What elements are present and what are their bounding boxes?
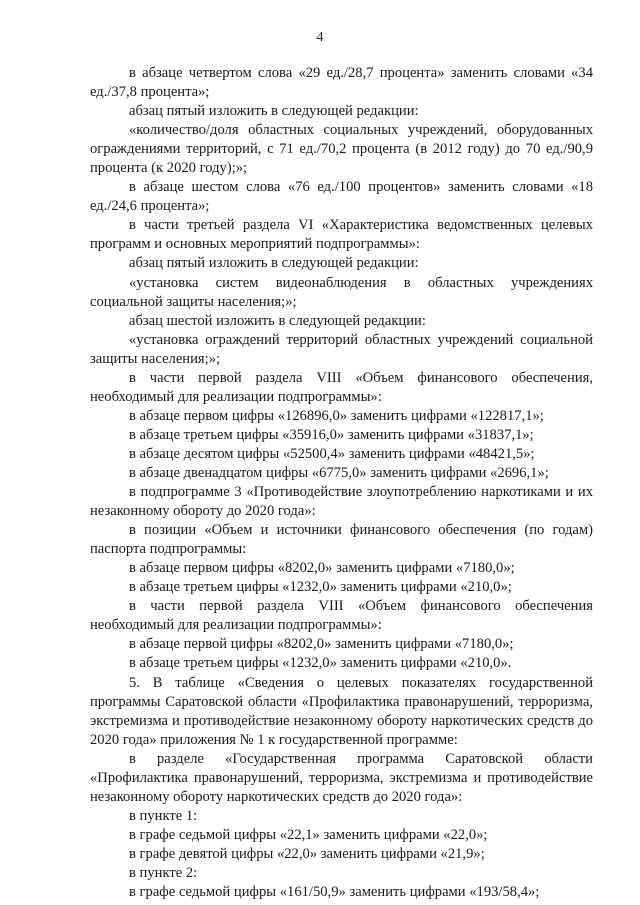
paragraph: в пункте 2: xyxy=(129,864,198,881)
paragraph: в абзаце первом цифры «126896,0» заменить цифрами «122817,1»; xyxy=(129,407,544,424)
paragraph: в части первой раздела VIII «Объем финансового обеспечения, необходимый для реализации подпрограммы»: xyxy=(90,369,593,405)
paragraph: абзац пятый изложить в следующей редакции: xyxy=(129,255,419,272)
paragraph: в пункте 1: xyxy=(129,807,198,824)
paragraph: в абзаце шестом слова «76 ед./100 процентов» заменить словами «18 ед./24,6 процента»; xyxy=(90,179,593,215)
paragraph: в позиции «Объем и источники финансового обеспечения (по годам) паспорта подпрограммы: xyxy=(90,522,593,558)
paragraph: в абзаце первой цифры «8202,0» заменить цифрами «7180,0»; xyxy=(129,636,514,653)
paragraph: абзац шестой изложить в следующей редакции: xyxy=(129,312,426,329)
paragraph: в абзаце третьем цифры «1232,0» заменить цифрами «210,0»; xyxy=(129,579,512,596)
paragraph: в графе девятой цифры «22,0» заменить цифрами «21,9»; xyxy=(129,845,485,862)
paragraph: в разделе «Государственная программа Саратовской области «Профилактика правонарушений, терроризма, экстремизма и противодействие незаконному обороту наркотических средств до 2020 года»: xyxy=(90,750,593,805)
page-number: 4 xyxy=(316,30,324,45)
paragraph: «установка систем видеонаблюдения в областных учреждениях социальной защиты населения;»; xyxy=(90,274,593,310)
paragraph: абзац пятый изложить в следующей редакции: xyxy=(129,103,419,120)
paragraph: в абзаце десятом цифры «52500,4» заменить цифрами «48421,5»; xyxy=(129,445,535,462)
paragraph: «установка ограждений территорий областных учреждений социальной защиты населения;»; xyxy=(90,331,593,367)
paragraph: в абзаце двенадцатом цифры «6775,0» заменить цифрами «2696,1»; xyxy=(129,464,549,481)
paragraph: в графе седьмой цифры «161/50,9» заменить цифрами «193/58,4»; xyxy=(129,884,540,901)
paragraph: в графе седьмой цифры «22,1» заменить цифрами «22,0»; xyxy=(129,826,488,843)
paragraph: в абзаце третьем цифры «35916,0» заменить цифрами «31837,1»; xyxy=(129,426,534,443)
paragraph: «количество/доля областных социальных учреждений, оборудованных ограждениями территорий, с 71 ед./70,2 процента (в 2012 году) до 70 ед./90,9 процента (к 2020 году);»; xyxy=(90,122,593,177)
paragraph: в абзаце первом цифры «8202,0» заменить цифрами «7180,0»; xyxy=(129,560,515,577)
paragraph: в части третьей раздела VI «Характеристика ведомственных целевых программ и основных мероприятий подпрограммы»: xyxy=(90,217,593,253)
paragraph: в абзаце третьем цифры «1232,0» заменить цифрами «210,0». xyxy=(129,655,512,672)
paragraph: в абзаце четвертом слова «29 ед./28,7 процента» заменить словами «34 ед./37,8 процента»; xyxy=(90,65,593,101)
paragraph: в части первой раздела VIII «Объем финансового обеспечения необходимый для реализации подпрограммы»: xyxy=(90,598,593,634)
paragraph: 5. В таблице «Сведения о целевых показателях государственной программы Саратовской области «Профилактика правонарушений, терроризма, экстремизма и противодействие незаконному обороту наркотических средств до 2020 года» приложения № 1 к государственной программе: xyxy=(90,674,593,748)
paragraph: в подпрограмме 3 «Противодействие злоупотреблению наркотиками и их незаконному обороту до 2020 года»: xyxy=(90,484,593,520)
document-body xyxy=(90,64,593,902)
